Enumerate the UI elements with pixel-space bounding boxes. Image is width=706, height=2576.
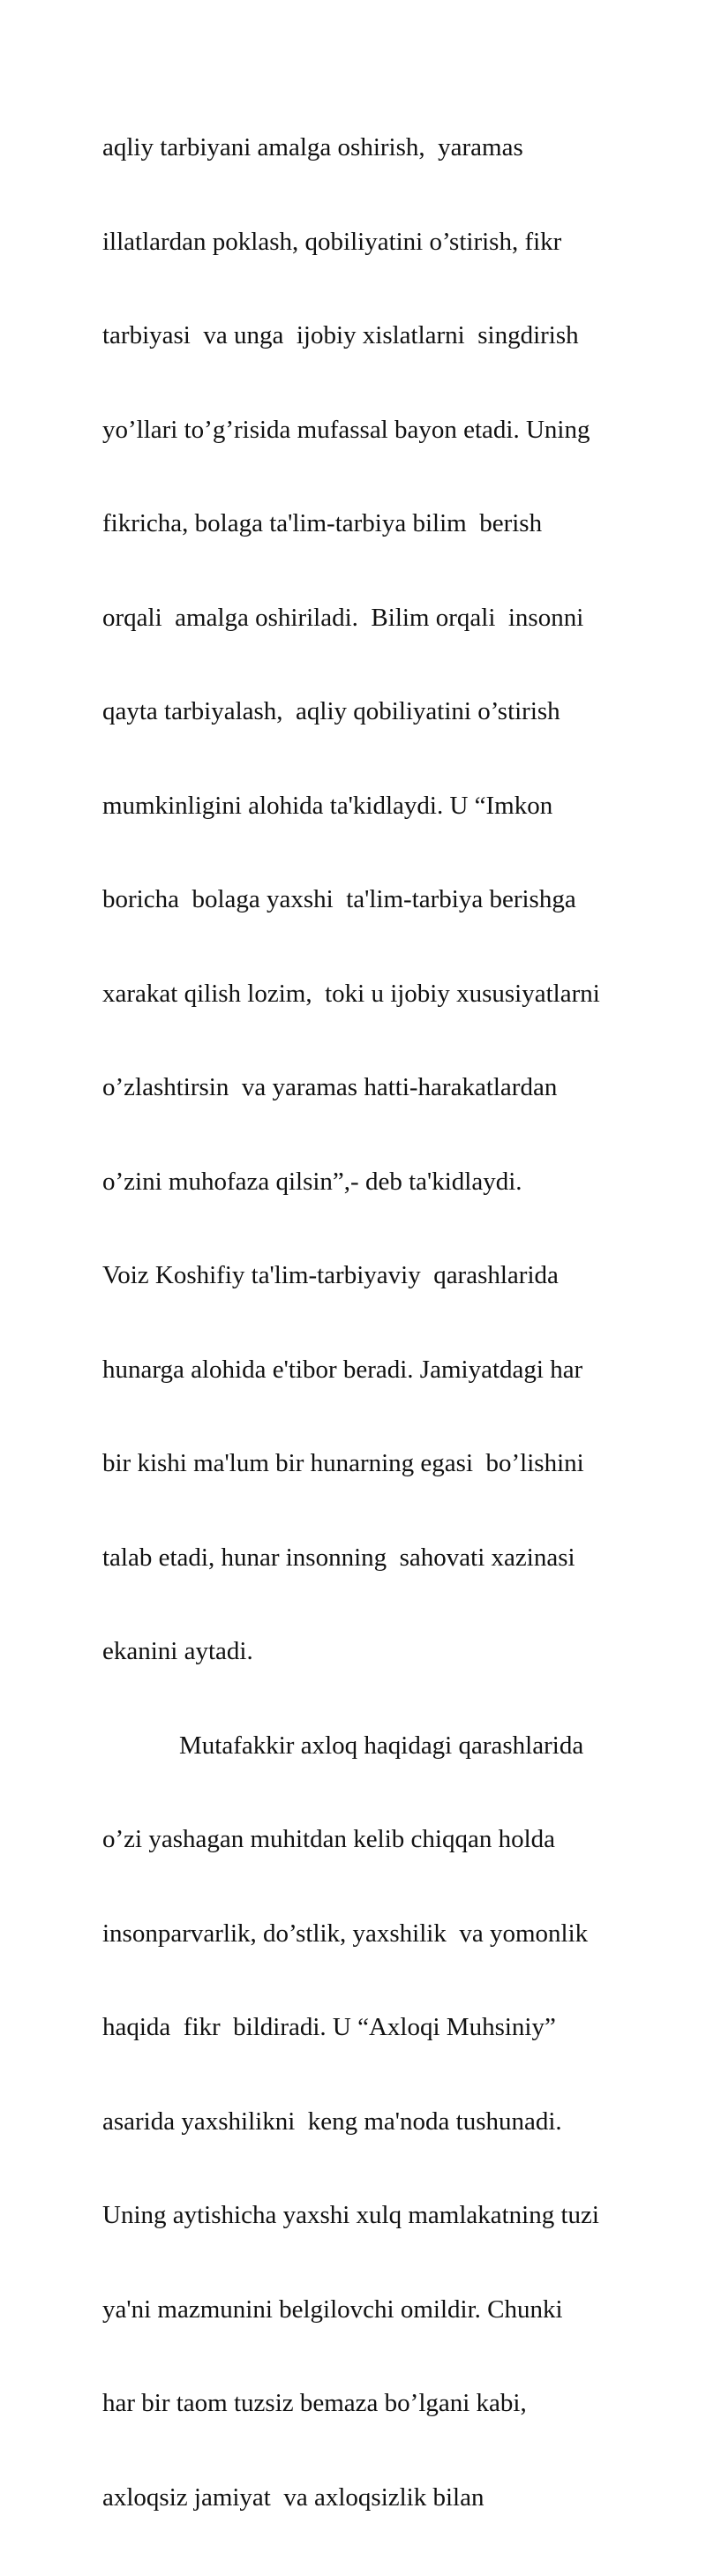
text-line: asarida yaxshilikni keng ma'noda tushunadi. <box>102 2107 562 2136</box>
text-line: talab etadi, hunar insonning sahovati xazinasi <box>102 1543 575 1572</box>
text-line: qayta tarbiyalash, aqliy qobiliyatini o’stirish <box>102 697 560 725</box>
text-line: Voiz Koshifiy ta'lim-tarbiyaviy qarashlarida <box>102 1261 559 1289</box>
text-line: har bir taom tuzsiz bemaza bo’lgani kabi, <box>102 2389 527 2417</box>
text-line: haqida fikr bildiradi. U “Axloqi Muhsiniy” <box>102 2013 556 2041</box>
text-line: o’zi yashagan muhitdan kelib chiqqan holda <box>102 1825 555 1853</box>
text-line: axloqsiz jamiyat va axloqsizlik bilan <box>102 2482 484 2512</box>
text-line: mumkinligini alohida ta'kidlaydi. U “Imkon <box>102 791 553 820</box>
text-line: xarakat qilish lozim, toki u ijobiy xususiyatlarni <box>102 979 600 1008</box>
text-line: Uning aytishicha yaxshi xulq mamlakatning tuzi <box>102 2201 599 2229</box>
text-line: aqliy tarbiyani amalga oshirish, yaramas <box>102 133 523 161</box>
text-line: Mutafakkir axloq haqidagi qarashlarida <box>102 1731 584 1760</box>
text-line: o’zlashtirsin va yaramas hatti-harakatlardan <box>102 1073 558 1101</box>
text-line: ekanini aytadi. <box>102 1637 253 1665</box>
text-line: ya'ni mazmunini belgilovchi omildir. Chunki <box>102 2294 563 2324</box>
text-line: bir kishi ma'lum bir hunarning egasi bo’lishini <box>102 1449 584 1477</box>
body-text <box>102 70 685 2576</box>
text-line: yo’llari to’g’risida mufassal bayon etadi. Uning <box>102 415 590 444</box>
text-line: insonparvarlik, do’stlik, yaxshilik va yomonlik <box>102 1919 589 1948</box>
text-line: illatlardan poklash, qobiliyatini o’stirish, fikr <box>102 227 562 256</box>
text-line: fikricha, bolaga ta'lim-tarbiya bilim berish <box>102 509 543 537</box>
text-line: o’zini muhofaza qilsin”,- deb ta'kidlaydi. <box>102 1167 522 1196</box>
text-line: boricha bolaga yaxshi ta'lim-tarbiya berishga <box>102 885 576 913</box>
text-line: orqali amalga oshiriladi. Bilim orqali insonni <box>102 603 584 632</box>
text-line: tarbiyasi va unga ijobiy xislatlarni singdirish <box>102 321 579 349</box>
text-line: hunarga alohida e'tibor beradi. Jamiyatdagi har <box>102 1355 583 1384</box>
